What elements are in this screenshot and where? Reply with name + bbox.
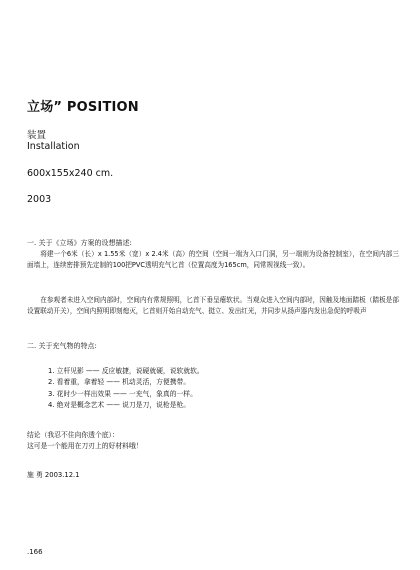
artwork-type-english: Installation: [27, 141, 80, 152]
section-heading-features: 二. 关于充气物的特点:: [27, 342, 97, 350]
feature-list-item: 4. 绝对是概念艺术 —— 说刀是刀，说枪是枪。: [48, 400, 191, 409]
proposal-paragraph: 在参观者未进入空间内部时，空间内有常规照明，匕首下垂呈瘪软状。当观众进入空间内部时，因触及地面踏板（踏板是部设置联动开关），空间内照明即刻熄灭，匕首则开始自动充气、挺立、发出红光，并同步从扬声器内发出急促的呼吸声: [27, 296, 399, 315]
conclusion-block: [27, 430, 143, 452]
feature-list-item: 3. 花时少一样出效果 —— 一充气，象真的一样。: [48, 389, 197, 398]
feature-list: [48, 366, 204, 411]
conclusion-line: 结论（我忍不住向你透个底）：: [27, 431, 119, 439]
artwork-dimensions: 600x155x240 cm.: [27, 168, 114, 179]
feature-list-item: 1. 立杆见影 —— 反应敏捷，说硬就硬，说软就软。: [48, 367, 204, 375]
section-heading-proposal: 一. 关于《立场》方案的设想描述:: [27, 239, 132, 247]
artwork-year: 2003: [27, 194, 52, 205]
proposal-paragraph: 将建一个6米（长）x 1.55米（宽）x 2.4米（高）的空间（空间一端为入口门洞，另一端则为设备控制室），在空间内部三面墙上，连续密排预先定制的100把PVC透明充气匕首（位置高度为165cm，同常规视线一致）。: [27, 250, 399, 269]
conclusion-line: 这可是一个能用在刀刃上的好材料哦！: [27, 442, 143, 451]
artwork-type-chinese: 装置: [27, 130, 47, 141]
document-title: 立场” POSITION: [27, 100, 139, 115]
page-number: .166: [27, 548, 43, 556]
author-signature-date: 施 勇 2003.12.1: [27, 471, 80, 479]
feature-list-item: 2. 看着重，拿着轻 —— 机动灵活，方便携带。: [48, 378, 191, 387]
